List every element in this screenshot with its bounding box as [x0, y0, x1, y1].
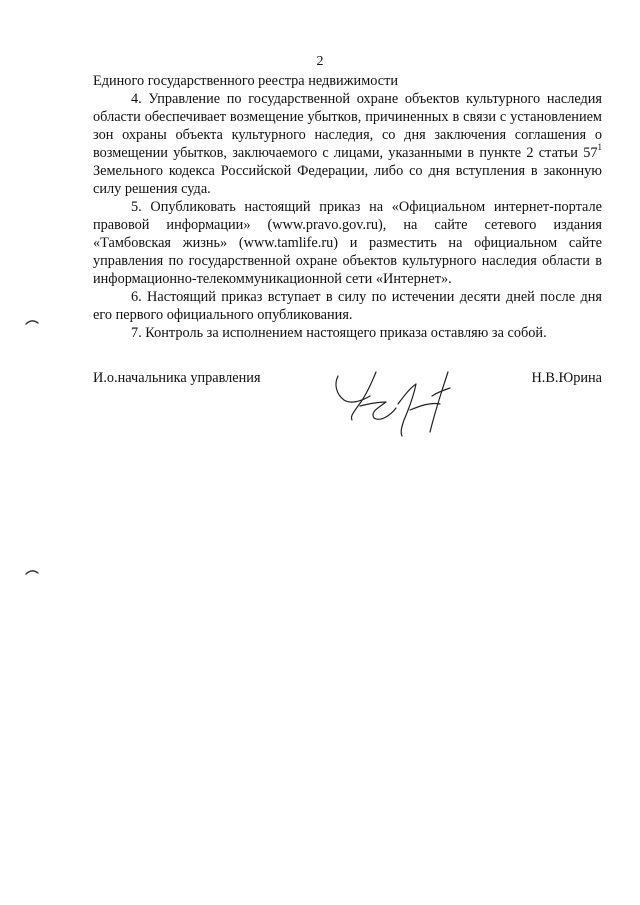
signature-block	[93, 370, 602, 450]
signatory-name: Н.В.Юрина	[531, 370, 602, 386]
paragraph-4-text-b: Земельного кодекса Российской Федерации, либо со дня вступления в законную силу решения суда.	[93, 163, 602, 197]
paragraph-4	[93, 90, 602, 198]
handwritten-signature	[330, 366, 480, 438]
paragraph-6: 6. Настоящий приказ вступает в силу по истечении десяти дней после дня его первого официального опубликования.	[93, 289, 602, 323]
margin-punch-mark-upper	[24, 318, 40, 326]
paragraph-7: 7. Контроль за исполнением настоящего приказа оставляю за собой.	[131, 325, 547, 341]
margin-punch-mark-lower	[24, 568, 40, 576]
paragraph-4-text-a: 4. Управление по государственной охране объектов культурного наследия области обеспечивает возмещение убытков, причиненных в связи с установлением зон охраны объекта культурного наследия, со дня заключения соглашения о возмещении убытков, заключаемого с лицами, указанными в пункте 2 статьи 57	[93, 91, 602, 161]
document-body	[93, 72, 602, 342]
page-number: 2	[316, 54, 324, 69]
article-superscript: 1	[597, 142, 602, 153]
paragraph-continuation: Единого государственного реестра недвижимости	[93, 73, 399, 89]
paragraph-5: 5. Опубликовать настоящий приказ на «Официальном интернет-портале правовой информации» (www.pravo.gov.ru), на сайте сетевого издания «Тамбовская жизнь» (www.tamlife.ru) и разместить на официальном сайте управления по государственной охране объектов культурного наследия области в информационно-телекоммуникационной сети «Интернет».	[93, 199, 602, 287]
signatory-title: И.о.начальника управления	[93, 370, 261, 386]
